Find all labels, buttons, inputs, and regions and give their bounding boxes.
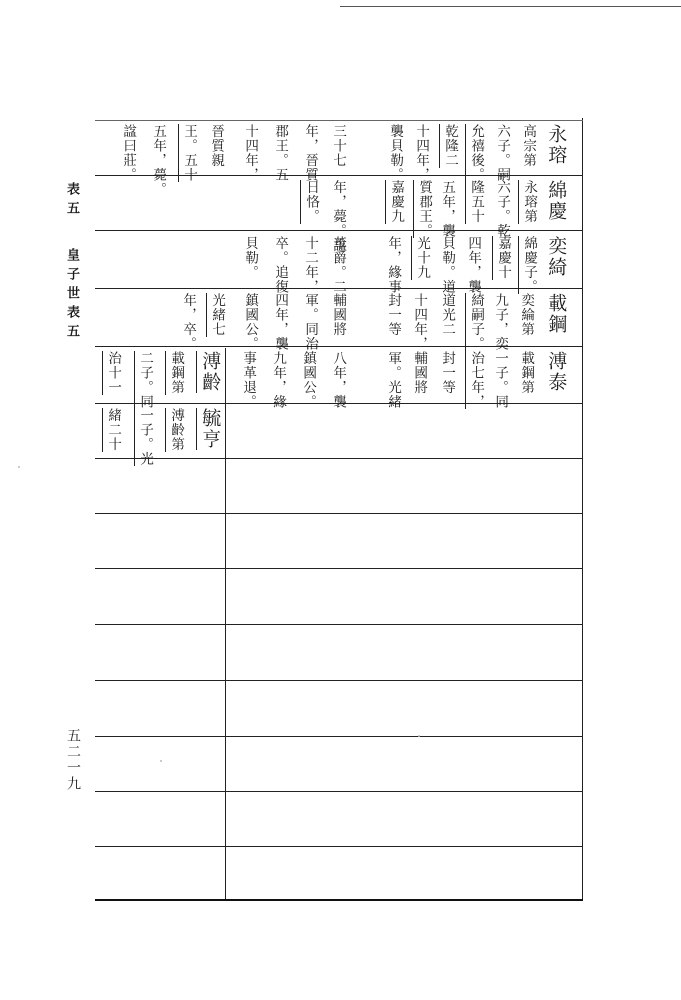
biography-line: 襲貝勒。	[387, 124, 404, 182]
biography-line: 三十七	[330, 124, 347, 168]
biography-line: 載鋼第	[518, 351, 535, 395]
biography-line: 六子。乾	[494, 180, 511, 238]
biography-line: 貝勒。	[242, 236, 259, 280]
biography-line: 治十一	[102, 351, 120, 395]
biography-line: 年，緣事	[385, 236, 402, 294]
biography-line: 隆五十	[465, 180, 483, 224]
row-separator	[95, 624, 583, 625]
biography-line: 貝勒。道	[439, 236, 456, 294]
row-separator	[95, 458, 583, 459]
biography-line: 晉質親	[208, 124, 225, 168]
biography-line: 封一等	[439, 351, 456, 395]
person-name: 奕綺	[545, 236, 568, 278]
biography-line: 王。五十	[178, 124, 196, 182]
biography-line: 載鋼第	[165, 351, 183, 395]
biography-line: 五年，襲	[439, 180, 456, 238]
biography-line: 二子。同	[134, 351, 152, 409]
biography-line: 四年，襲	[272, 293, 289, 351]
biography-line: 六子。嗣	[494, 124, 511, 182]
margin-title-b: 皇子世表五	[64, 248, 79, 343]
person-name: 載鋼	[545, 293, 568, 335]
biography-line: 革爵。二	[330, 236, 347, 294]
biography-line: 永瑢第	[518, 180, 536, 224]
biography-line: 年，卒。	[180, 293, 197, 351]
biography-line: 道光二	[439, 293, 456, 337]
biography-line: 諡曰莊。	[120, 124, 137, 182]
biography-line: 乾隆二	[439, 124, 457, 168]
biography-line: 卒。追復	[272, 236, 289, 294]
person-name: 綿慶	[545, 180, 568, 222]
biography-line: 年，晉質	[302, 124, 319, 182]
person-name: 溥齡	[196, 351, 220, 393]
biography-line: 事革退。	[240, 351, 257, 409]
biography-line: 軍。同治	[302, 293, 319, 351]
row-separator	[95, 568, 583, 569]
biography-line: 嘉慶十	[492, 236, 510, 280]
top-rule	[340, 6, 681, 7]
biography-line: 封一等	[385, 293, 402, 337]
biography-line: 十二年，	[302, 236, 319, 294]
person-name: 毓亨	[196, 408, 220, 450]
biography-line: 治七年，	[465, 351, 483, 409]
margin-title-a: 表五	[64, 182, 79, 220]
row-separator	[95, 346, 583, 347]
biography-line: 嘉慶九	[385, 180, 403, 224]
row-separator	[95, 120, 583, 121]
scan-speck	[160, 760, 162, 762]
biography-line: 年，薨。諡	[330, 180, 347, 253]
biography-line: 鎮國公。	[300, 351, 317, 409]
biography-line: 質郡王。	[413, 180, 431, 238]
biography-line: 光十九	[411, 236, 429, 280]
biography-line: 日恪。	[300, 180, 318, 224]
biography-line: 輔國將	[330, 293, 347, 337]
biography-line: 郡王。五	[272, 124, 289, 182]
biography-line: 四年，襲	[465, 236, 482, 294]
scan-speck	[18, 466, 20, 468]
biography-line: 十四年，	[413, 124, 430, 182]
biography-line: 一子。同	[492, 351, 509, 409]
biography-line: 輔國將	[411, 351, 428, 395]
biography-line: 鎮國公。	[242, 293, 259, 351]
biography-line: 十四年，	[411, 293, 428, 351]
person-name: 溥泰	[545, 351, 568, 393]
page-number: 五二一九	[65, 728, 81, 792]
biography-line: 九子，奕	[492, 293, 509, 351]
scan-speck	[418, 735, 420, 737]
biography-line: 一子。光	[134, 408, 152, 466]
biography-line: 綿慶子。	[518, 236, 536, 294]
biography-line: 九年，緣	[270, 351, 287, 409]
table-bottom-border	[95, 899, 583, 901]
row-separator	[95, 513, 583, 514]
row-separator	[95, 736, 583, 737]
biography-line: 八年，襲	[330, 351, 347, 409]
row-separator	[95, 680, 583, 681]
row-separator	[95, 791, 583, 792]
biography-line: 十四年，	[242, 124, 259, 182]
biography-line: 溥齡第	[165, 408, 183, 452]
person-name: 永瑢	[545, 124, 568, 166]
biography-line: 軍。光緒	[385, 351, 402, 409]
table-right-border	[582, 118, 583, 900]
biography-line: 五年，薨。	[150, 124, 167, 197]
biography-line: 奕綸第	[518, 293, 535, 337]
biography-line: 光緒七	[206, 293, 224, 337]
row-separator	[95, 846, 583, 847]
biography-line: 綺嗣子。	[465, 293, 483, 351]
biography-line: 高宗第	[520, 124, 537, 168]
biography-line: 允禧後。	[465, 124, 483, 182]
biography-line: 緒二十	[102, 408, 120, 452]
